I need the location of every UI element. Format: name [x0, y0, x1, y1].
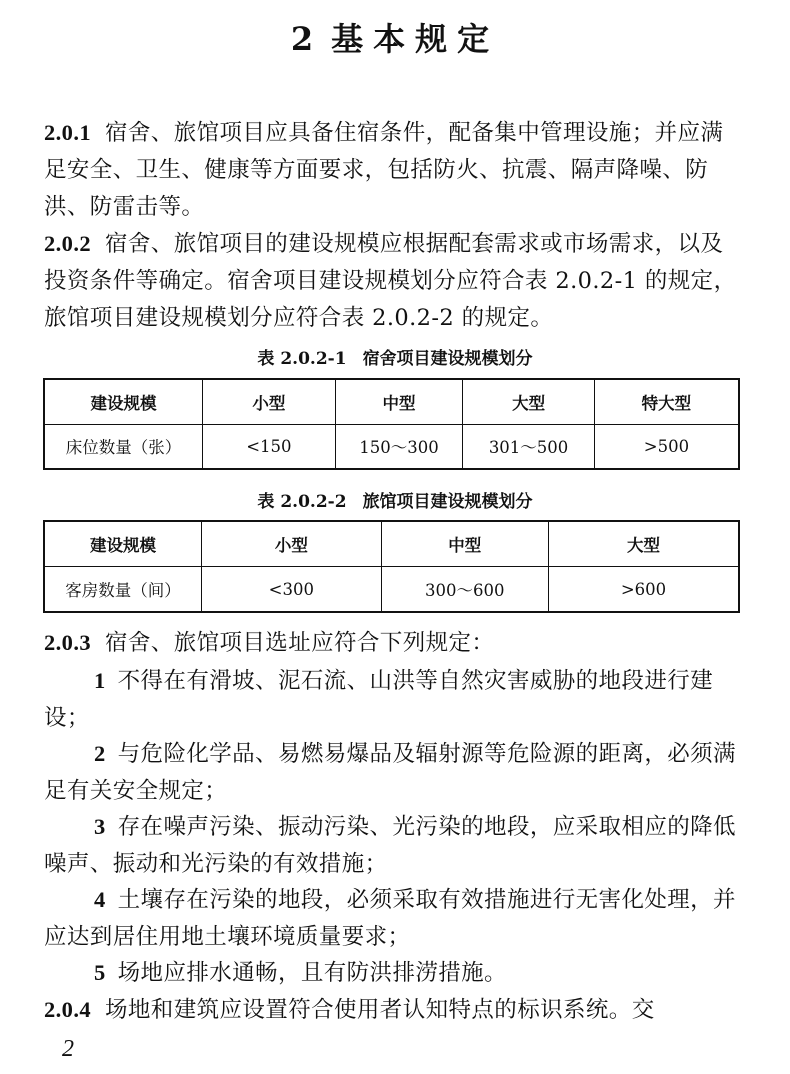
list-item-number: 4 — [94, 887, 106, 912]
list-item — [44, 735, 742, 810]
list-item — [44, 662, 742, 737]
table-header-row — [44, 379, 739, 424]
table-cell: >600 — [549, 567, 739, 613]
hotel-scale-table — [43, 520, 740, 613]
clause-text: 宿舍、旅馆项目的建设规模应根据配套需求或市场需求，以及投资条件等确定。宿舍项目建设规模划分应符合表 2.0.2-1 的规定，旅馆项目建设规模划分应符合表 2.0.2-2 的规定。 — [44, 231, 737, 331]
table2-caption-title: 旅馆项目建设规模划分 — [362, 492, 533, 512]
clause-number: 2.0.4 — [44, 997, 91, 1022]
list-item — [44, 954, 742, 992]
list-item-text: 土壤存在污染的地段，必须采取有效措施进行无害化处理，并应达到居住用地土壤环境质量要求； — [44, 887, 736, 950]
list-item-text: 场地应排水通畅，且有防洪排涝措施。 — [117, 960, 507, 986]
clause-number: 2.0.2 — [44, 231, 91, 256]
list-item — [44, 881, 742, 956]
clause-number: 2.0.3 — [44, 630, 91, 655]
list-item-number: 1 — [94, 668, 106, 693]
table-header-cell: 建设规模 — [44, 521, 202, 567]
clause-2-0-4 — [44, 991, 742, 1029]
list-item — [44, 808, 742, 883]
table-header-cell: 小型 — [202, 521, 381, 567]
table-cell: >500 — [594, 424, 739, 469]
table-cell: 150～300 — [335, 424, 463, 469]
table-header-cell: 中型 — [381, 521, 548, 567]
table-cell: 301～500 — [463, 424, 595, 469]
clause-number: 2.0.1 — [44, 120, 91, 145]
table-cell: 客房数量（间） — [44, 567, 202, 613]
table-header-cell: 大型 — [549, 521, 739, 567]
list-item-text: 存在噪声污染、振动污染、光污染的地段，应采取相应的降低噪声、振动和光污染的有效措施； — [44, 814, 736, 877]
chapter-title — [0, 14, 790, 60]
clause-2-0-1 — [44, 114, 742, 226]
clause-2-0-2 — [44, 225, 742, 337]
table-cell: 床位数量（张） — [44, 424, 203, 469]
table-header-row — [44, 521, 739, 567]
table-cell: <150 — [203, 424, 336, 469]
table-header-cell: 小型 — [203, 379, 336, 424]
clause-text: 场地和建筑应设置符合使用者认知特点的标识系统。交 — [105, 997, 655, 1023]
page-number: 2 — [62, 1036, 74, 1062]
list-item-text: 不得在有滑坡、泥石流、山洪等自然灾害威胁的地段进行建设； — [44, 668, 714, 731]
list-item-number: 2 — [94, 741, 106, 766]
table-header-cell: 大型 — [463, 379, 595, 424]
table2-caption-number: 表 2.0.2-2 — [257, 492, 347, 512]
clause-2-0-3 — [44, 624, 742, 662]
table-header-cell: 特大型 — [594, 379, 739, 424]
table-row — [44, 424, 739, 469]
table-header-cell: 建设规模 — [44, 379, 203, 424]
table-header-cell: 中型 — [335, 379, 463, 424]
list-item-number: 3 — [94, 814, 106, 839]
chapter-number: 2 — [290, 20, 314, 58]
table1-caption-title: 宿舍项目建设规模划分 — [362, 349, 533, 369]
dormitory-scale-table — [43, 378, 740, 470]
clause-text: 宿舍、旅馆项目应具备住宿条件，配备集中管理设施；并应满足安全、卫生、健康等方面要求，包括防火、抗震、隔声降噪、防洪、防雷击等。 — [44, 120, 724, 220]
list-item-text: 与危险化学品、易燃易爆品及辐射源等危险源的距离，必须满足有关安全规定； — [44, 741, 736, 804]
table2-caption — [0, 487, 790, 512]
table-cell: <300 — [202, 567, 381, 613]
table1-caption-number: 表 2.0.2-1 — [257, 349, 347, 369]
list-item-number: 5 — [94, 960, 106, 985]
table1-caption — [0, 344, 790, 369]
table-cell: 300～600 — [381, 567, 548, 613]
chapter-title-text: 基本规定 — [331, 20, 500, 58]
clause-text: 宿舍、旅馆项目选址应符合下列规定： — [105, 630, 495, 656]
table-row — [44, 567, 739, 613]
